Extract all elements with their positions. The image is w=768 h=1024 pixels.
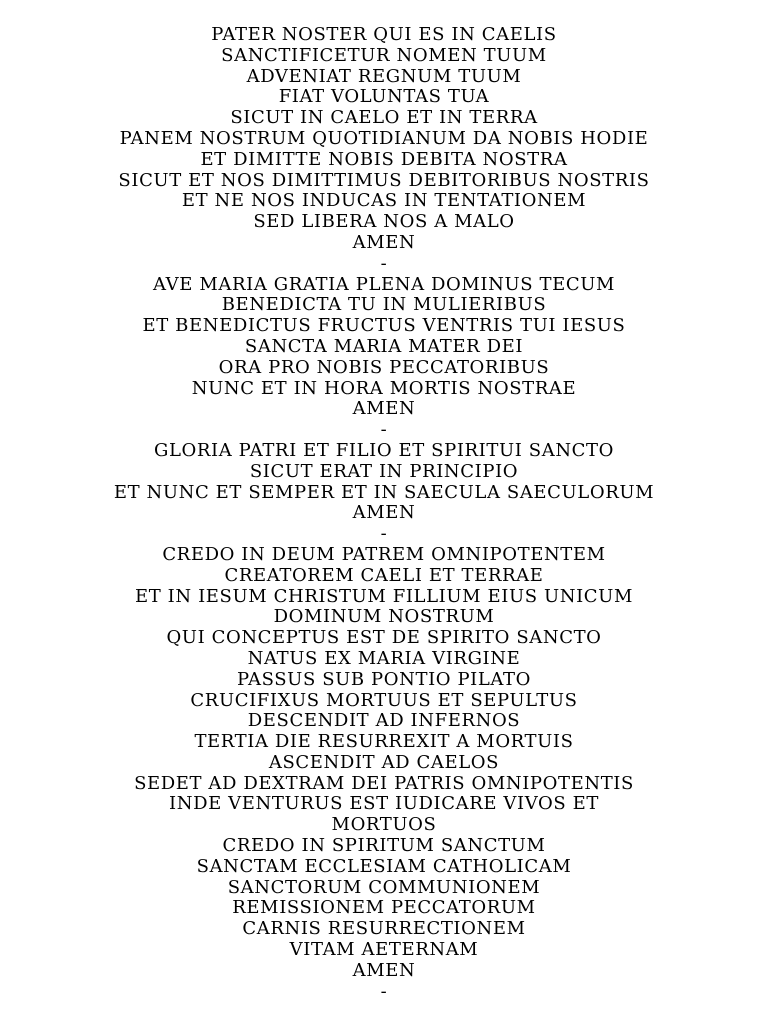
- prayer-line: SANCTA MARIA MATER DEI: [244, 335, 524, 357]
- prayer-line: CREDO IN DEUM PATREM OMNIPOTENTEM: [162, 543, 606, 565]
- prayer-line: ADVENIAT REGNUM TUUM: [246, 65, 522, 87]
- prayer-line: TERTIA DIE RESURREXIT A MORTUIS: [194, 731, 574, 753]
- prayer-line: ET DIMITTE NOBIS DEBITA NOSTRA: [200, 148, 568, 170]
- prayer-line: ET IN IESUM CHRISTUM FILLIUM EIUS UNICUM: [135, 585, 633, 607]
- prayer-line: REMISSIONEM PECCATORUM: [232, 897, 536, 919]
- prayer-line: NATUS EX MARIA VIRGINE: [247, 647, 521, 669]
- prayer-line: GLORIA PATRI ET FILIO ET SPIRITUI SANCTO: [153, 439, 615, 461]
- prayer-line: DOMINUM NOSTRUM: [273, 606, 495, 628]
- prayer-line: PATER NOSTER QUI ES IN CAELIS: [211, 24, 557, 45]
- ave-maria-prayer: [0, 275, 768, 421]
- prayer-line-amen: AMEN: [352, 959, 416, 981]
- prayer-line-amen: AMEN: [352, 231, 416, 253]
- prayer-line: CRUCIFIXUS MORTUUS ET SEPULTUS: [190, 689, 578, 711]
- prayer-line: VITAM AETERNAM: [289, 939, 479, 961]
- prayer-line: ORA PRO NOBIS PECCATORIBUS: [218, 356, 550, 378]
- prayer-line: CARNIS RESURRECTIONEM: [242, 918, 526, 940]
- prayer-line: DESCENDIT AD INFERNOS: [247, 710, 521, 732]
- section-separator: -: [380, 419, 388, 441]
- prayer-line: SANCTORUM COMMUNIONEM: [227, 876, 541, 898]
- prayer-line: BENEDICTA TU IN MULIERIBUS: [221, 294, 547, 316]
- prayer-line-amen: AMEN: [352, 398, 416, 420]
- section-separator: -: [380, 523, 388, 545]
- prayer-line: ET NUNC ET SEMPER ET IN SAECULA SAECULORUM: [113, 481, 655, 503]
- section-separator: -: [380, 980, 388, 1002]
- gloria-patri-prayer: [0, 441, 768, 524]
- prayer-line: FIAT VOLUNTAS TUA: [278, 86, 490, 108]
- prayer-line: ASCENDIT AD CAELOS: [268, 751, 500, 773]
- prayer-line: SICUT IN CAELO ET IN TERRA: [230, 107, 538, 129]
- prayer-line: SICUT ET NOS DIMITTIMUS DEBITORIBUS NOSTRIS: [118, 169, 650, 191]
- prayer-line: MORTUOS: [331, 814, 437, 836]
- prayer-line: QUI CONCEPTUS EST DE SPIRITO SANCTO: [166, 627, 602, 649]
- prayer-line: SANCTAM ECCLESIAM CATHOLICAM: [196, 855, 572, 877]
- prayer-line: PASSUS SUB PONTIO PILATO: [236, 668, 532, 690]
- prayer-line: NUNC ET IN HORA MORTIS NOSTRAE: [191, 377, 577, 399]
- pater-noster-prayer: [0, 25, 768, 254]
- prayer-line: SEDET AD DEXTRAM DEI PATRIS OMNIPOTENTIS: [134, 772, 634, 794]
- prayer-line: ET BENEDICTUS FRUCTUS VENTRIS TUI IESUS: [142, 315, 626, 337]
- prayer-line: SED LIBERA NOS A MALO: [253, 211, 515, 233]
- prayer-line: INDE VENTURUS EST IUDICARE VIVOS ET: [169, 793, 599, 815]
- prayer-line: ET NE NOS INDUCAS IN TENTATIONEM: [181, 190, 587, 212]
- prayer-line: CREATOREM CAELI ET TERRAE: [224, 564, 544, 586]
- prayer-line: CREDO IN SPIRITUM SANCTUM: [222, 835, 546, 857]
- prayer-line: SICUT ERAT IN PRINCIPIO: [249, 460, 519, 482]
- prayer-line: SANCTIFICETUR NOMEN TUUM: [221, 44, 547, 66]
- prayer-line-amen: AMEN: [352, 502, 416, 524]
- prayer-line: AVE MARIA GRATIA PLENA DOMINUS TECUM: [152, 273, 616, 295]
- prayer-line: PANEM NOSTRUM QUOTIDIANUM DA NOBIS HODIE: [119, 127, 649, 149]
- section-separator: -: [380, 252, 388, 274]
- credo-prayer: [0, 545, 768, 982]
